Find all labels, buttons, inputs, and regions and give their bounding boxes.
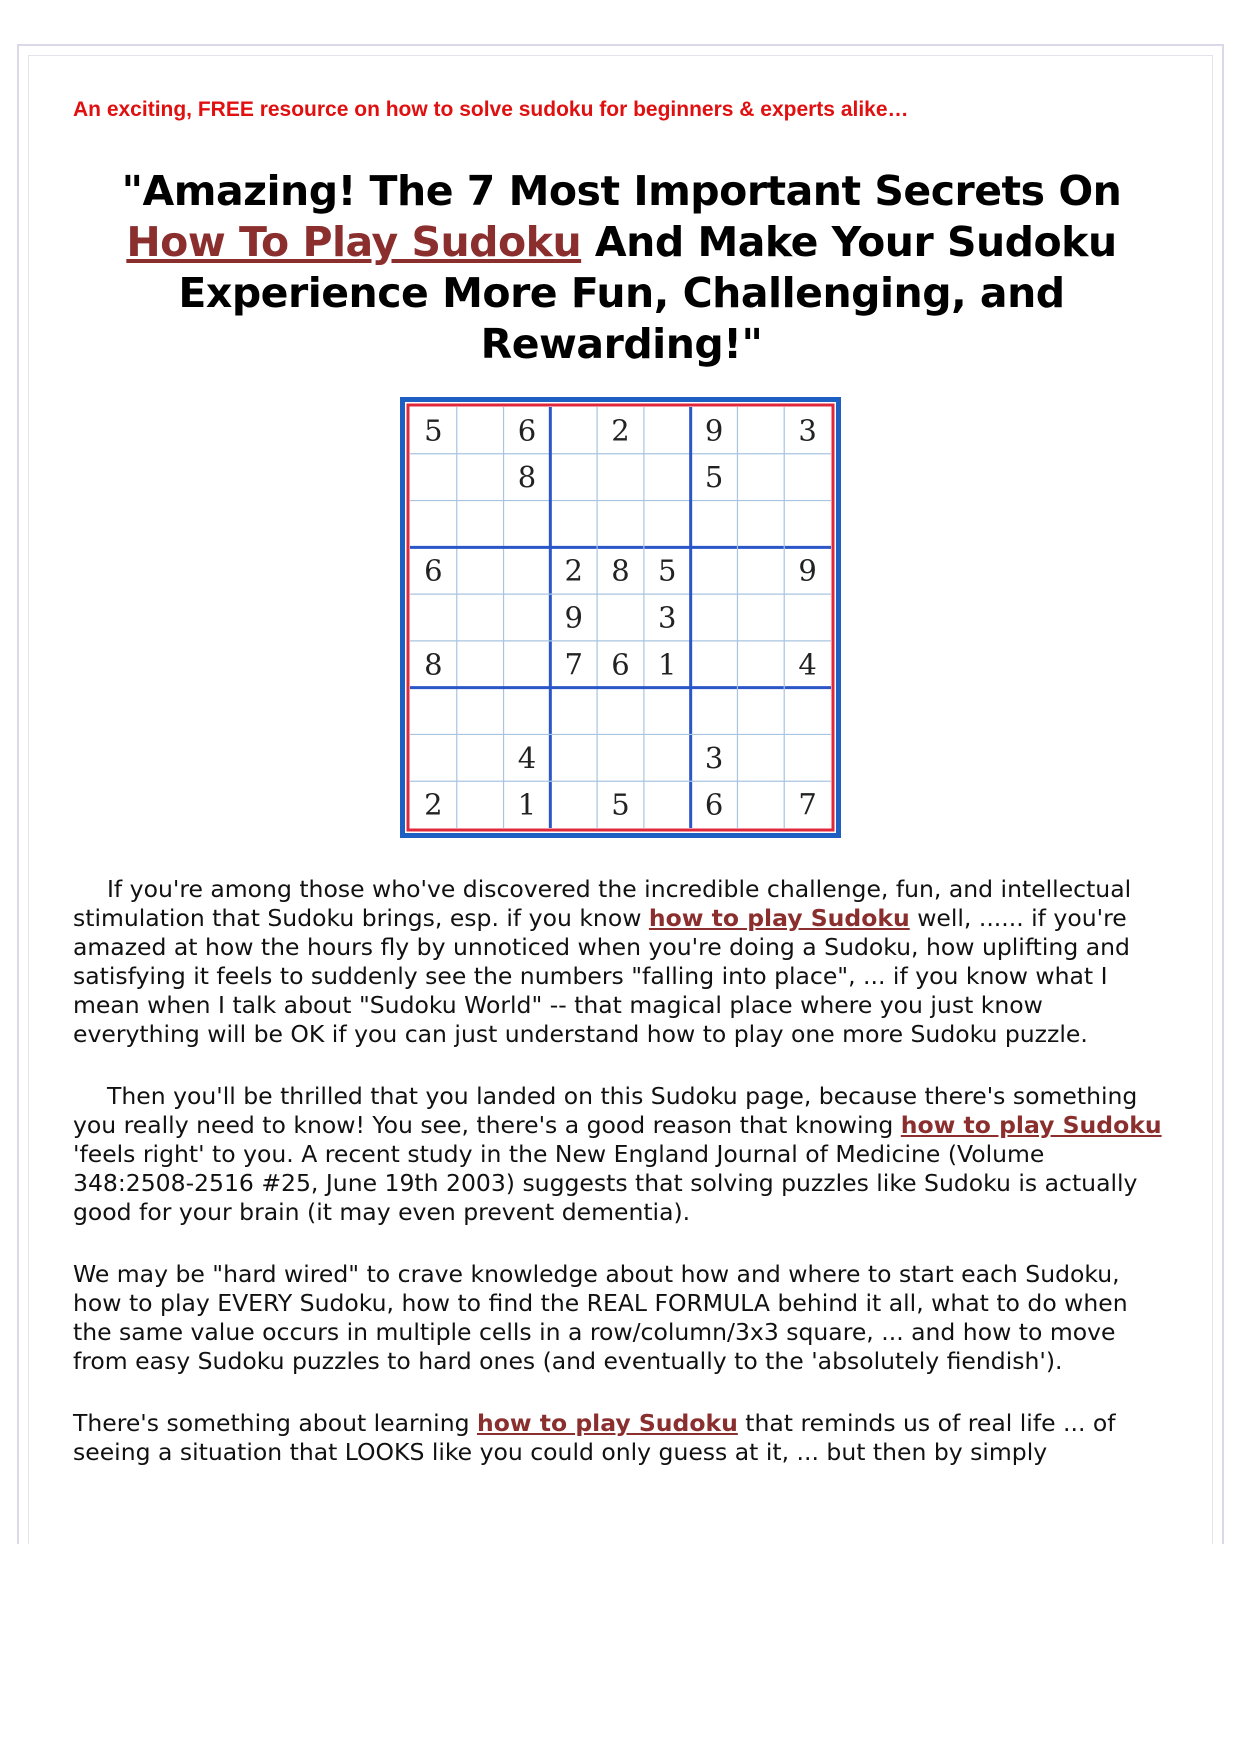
sudoku-puzzle-image	[400, 397, 841, 838]
headline-text-1: "Amazing! The 7 Most Important Secrets On	[121, 167, 1122, 215]
sudoku-digit: 2	[564, 553, 583, 588]
sudoku-outer-border	[403, 400, 839, 836]
paragraph-1-text-a: If you're among those who've discovered the incredible challenge, fun, and intellectual stimulation that Sudoku brings, esp. if you know	[73, 875, 1132, 932]
sudoku-digit: 3	[704, 740, 724, 775]
paragraph-1-link[interactable]: how to play Sudoku	[648, 904, 910, 932]
sudoku-digit: 5	[611, 787, 630, 822]
sudoku-digit: 3	[658, 600, 677, 635]
page-headline	[83, 166, 1160, 370]
sudoku-digit: 9	[704, 413, 724, 448]
sudoku-digit: 6	[424, 553, 443, 588]
paragraph-2	[73, 1082, 1170, 1227]
paragraph-4-text-b: that reminds us of real life ... of seeing a situation that LOOKS like you could only guess at it, ... but then by simply	[73, 1409, 1116, 1466]
sudoku-digit: 6	[517, 413, 537, 448]
paragraph-3	[73, 1260, 1170, 1376]
sudoku-digit: 9	[564, 600, 583, 635]
sudoku-grid	[400, 397, 841, 838]
sudoku-digit: 5	[424, 413, 443, 448]
sudoku-digit: 6	[611, 647, 630, 682]
paragraph-4	[73, 1409, 1170, 1467]
article-body	[73, 875, 1170, 1500]
sudoku-digit: 5	[704, 460, 724, 495]
paragraph-2-link[interactable]: how to play Sudoku	[900, 1111, 1162, 1139]
sudoku-digit: 1	[517, 787, 537, 822]
paragraph-2-text-a: Then you'll be thrilled that you landed on this Sudoku page, because there's something you really need to know! You see, there's a good reason that knowing	[73, 1082, 1138, 1139]
paragraph-1	[73, 875, 1170, 1049]
page-content	[73, 96, 1170, 370]
sudoku-digit: 8	[611, 553, 630, 588]
sudoku-digit: 3	[798, 413, 817, 448]
paragraph-3-text: We may be "hard wired" to crave knowledge about how and where to start each Sudoku, how to play EVERY Sudoku, how to find the REAL FORMULA behind it all, what to do when the same value occurs in multiple cells in a row/column/3x3 square, ... and how to move from easy Sudoku puzzles to hard ones (and eventually to the 'absolutely fiendish').	[73, 1260, 1128, 1375]
sudoku-digit: 4	[798, 647, 817, 682]
paragraph-2-text-b: 'feels right' to you. A recent study in the New England Journal of Medicine (Volume 348:2508-2516 #25, June 19th 2003) suggests that solving puzzles like Sudoku is actually good for your brain (it may even prevent dementia).	[73, 1140, 1138, 1226]
headline-link-how-to-play-sudoku[interactable]: How To Play Sudoku	[126, 218, 582, 266]
sudoku-digit: 8	[517, 460, 537, 495]
sudoku-digit: 2	[611, 413, 630, 448]
tagline: An exciting, FREE resource on how to solve sudoku for beginners & experts alike…	[73, 98, 909, 121]
sudoku-digit: 8	[424, 647, 443, 682]
paragraph-4-text-a: There's something about learning	[73, 1409, 477, 1437]
sudoku-digit: 7	[798, 787, 817, 822]
sudoku-digit: 4	[517, 740, 537, 775]
headline-text-2: And Make Your Sudoku Experience More Fun, Challenging, and Rewarding!"	[178, 218, 1117, 368]
paragraph-1-text-b: well, ...... if you're amazed at how the hours fly by unnoticed when you're doing a Sudoku, how uplifting and satisfying it feels to suddenly see the numbers "falling into place", ... if you know what I mean when I talk about "Sudoku World" -- that magical place where you just know everything will be OK if you can just understand how to play one more Sudoku puzzle.	[73, 904, 1130, 1048]
sudoku-digit: 9	[798, 553, 817, 588]
paragraph-4-link[interactable]: how to play Sudoku	[477, 1409, 738, 1437]
sudoku-digit: 5	[658, 553, 677, 588]
sudoku-digit: 2	[424, 787, 443, 822]
sudoku-digit: 7	[564, 647, 583, 682]
sudoku-digit: 1	[658, 647, 677, 682]
sudoku-digit: 6	[704, 787, 724, 822]
